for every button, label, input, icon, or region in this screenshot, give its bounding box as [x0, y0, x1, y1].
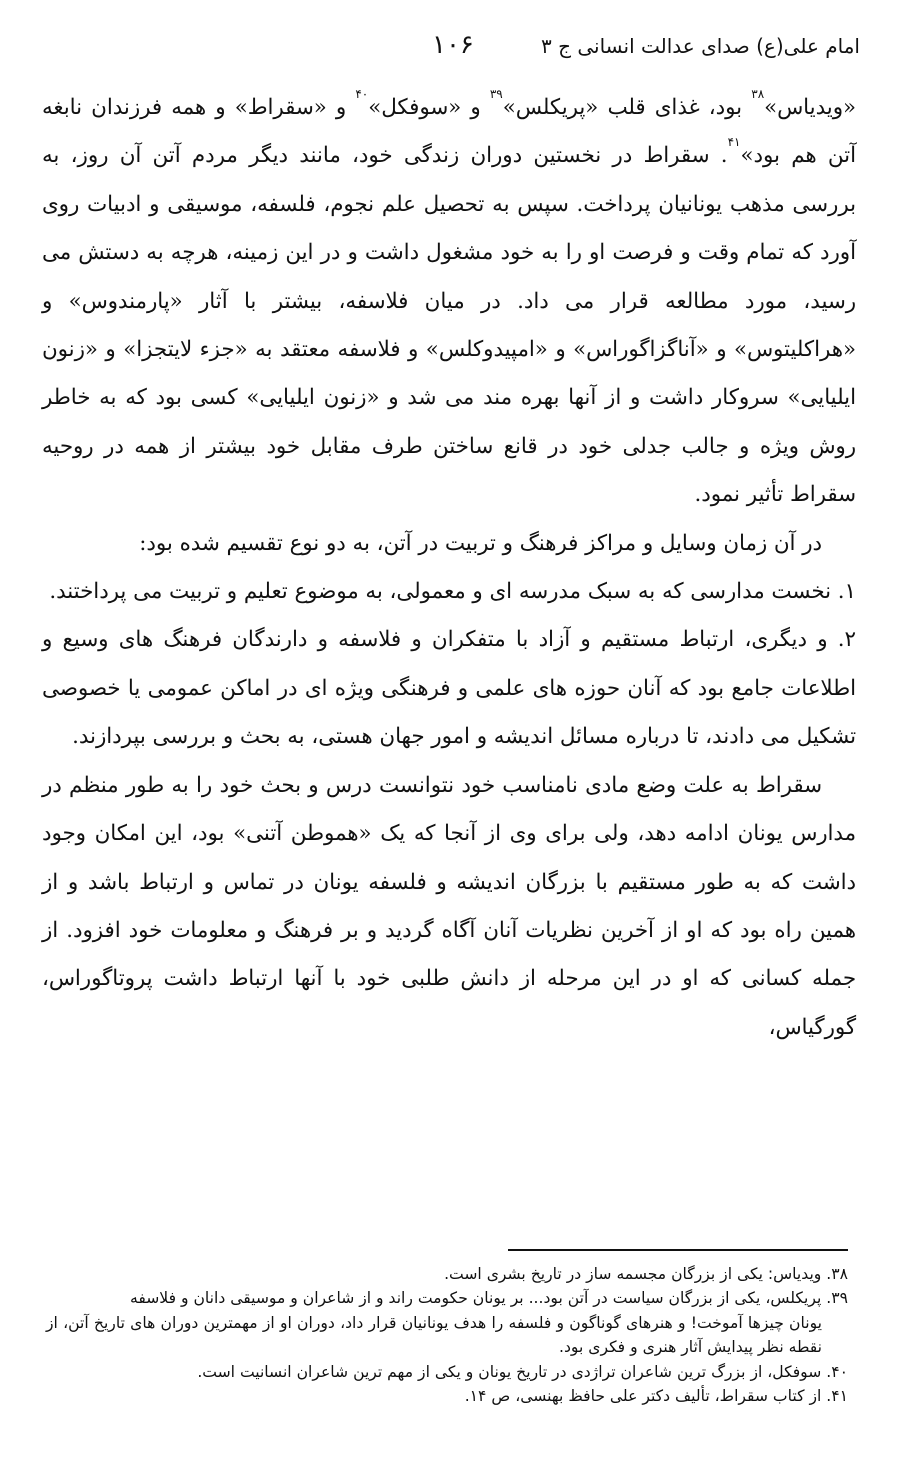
footnote-38: ۳۸. ویدیاس: یکی از بزرگان مجسمه ساز در تاریخ بشری است.: [444, 1265, 848, 1283]
main-text: [42, 84, 856, 1052]
footnote-ref-41: ۴۱: [727, 135, 741, 150]
footnotes: [46, 1262, 848, 1408]
footnote-divider: [508, 1249, 848, 1251]
paragraph-3: سقراط به علت وضع مادی نامناسب خود نتوانست درس و بحث خود را به طور منظم در مدارس یونان ادامه دهد، ولی برای وی از آنجا که یک «هموطن آتنی» بود، این امکان وجود داشت که به طور مستقیم با بزرگان اندیشه و فلسفه یونان در تماس و ارتباط باشد و از همین راه بود که او از آخرین نظریات آنان آگاه گردید و بر فرهنگ و معلومات خود افزود. از جمله کسانی که او در این مرحله از دانش طلبی خود با آنها ارتباط داشت پروتاگوراس، گورگیاس،: [42, 772, 856, 1040]
paragraph-2: در آن زمان وسایل و مراکز فرهنگ و تربیت در آتن، به دو نوع تقسیم شده بود:: [139, 530, 822, 556]
footnote-40: ۴۰. سوفکل، از بزرگ ترین شاعران تراژدی در تاریخ یونان و یکی از مهم ترین شاعران انسانیت است.: [197, 1362, 848, 1381]
paragraph-1: [42, 84, 856, 520]
footnote-41: ۴۱. از کتاب سقراط، تألیف دکتر علی حافظ بهنسی، ص ۱۴.: [464, 1387, 848, 1406]
text-run: و «سقراط» و همه فرزندان نابغه آتن هم بود»: [42, 95, 856, 169]
footnote-ref-38: ۳۸: [751, 87, 765, 101]
text-run: . سقراط در نخستین دوران زندگی خود، مانند دیگر مردم آتن آن روز، به بررسی مذهب یونانیان پرداخت. سپس به تحصیل علم نجوم، فلسفه، موسیقی و ادبیات روی آورد که تمام وقت و فرصت او را به خود مشغول داشت و در این زمینه، هرچه به دستش می رسید، مورد مطالعه قرار می داد. در میان فلاسفه، بیشتر با آثار «پارمندوس» و «هراکلیتوس» و «آناگزاگوراس» و «امپیدوکلس» و فلاسفه معتقد به «جزء لایتجزا» و «زنون ایلیایی» سروکار داشت و از آنها بهره مند می شد و «زنون ایلیایی» کسی بود که به خاطر روش ویژه و جالب جدلی خود در قانع ساختن طرف مقابل خود بیشتر از همه در روحیه سقراط تأثیر نمود.: [42, 143, 856, 508]
running-title: امام علی(ع) صدای عدالت انسانی ج ۳: [540, 34, 860, 58]
text-run: بود، غذای قلب «پریکلس»: [502, 95, 752, 120]
list-item-2: ۲. و دیگری، ارتباط مستقیم و آزاد با متفکران و فلاسفه و دارندگان فرهنگ های وسیع و اطلاعات جامع بود که آنان حوزه های علمی و فرهنگی ویژه ای در اماکن عمومی یا خصوصی تشکیل می دادند، تا درباره مسائل اندیشه و امور جهان هستی، به بحث و بررسی بپردازند.: [42, 627, 856, 750]
text-run: و «سوفکل»: [368, 95, 490, 120]
footnote-39: ۳۹. پریکلس، یکی از بزرگان سیاست در آتن بود... بر یونان حکومت راند و از شاعران و موسیقی دانان و فلاسفه: [129, 1289, 848, 1308]
page-number: ۱۰۶: [432, 30, 474, 60]
footnote-39-continued: یونان چیزها آموخت! و هنرهای گوناگون و فلسفه را هدف یونانیان قرار داد، دوران او از مهمترین دوران های تاریخ آتن، از نقطه نظر پیدایش آثار هنری و فکری بود.: [46, 1313, 822, 1357]
footnote-ref-39: ۳۹: [489, 87, 503, 101]
page-header: [40, 30, 860, 70]
text-run: «ویدیاس»: [764, 95, 857, 120]
list-item-1: ۱. نخست مدارسی که به سبک مدرسه ای و معمولی، به موضوع تعلیم و تربیت می پرداختند.: [49, 579, 856, 605]
footnote-ref-40: ۴۰: [355, 87, 369, 101]
